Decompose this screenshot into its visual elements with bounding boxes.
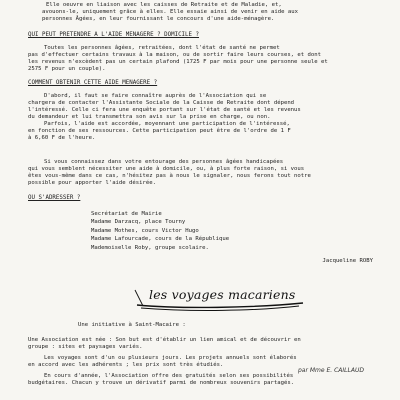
text-line: en fonction de ses ressources. Cette participation peut être de l'ordre de 1 F [28,128,291,134]
address-item: Madame Mothes, cours Victor Hugo [91,227,199,234]
section-heading-who: QUI PEUT PRETENDRE A L'AIDE MENAGERE ? DOMICILE ? [28,32,200,38]
section-heading-how: COMMENT OBTENIR CETTE AIDE MENAGERE ? [28,80,158,86]
voyages-paragraph-1 [28,337,390,351]
text-line: les revenus n'excèdent pas un certain plafond (1725 F par mois pour une personne seule et [28,59,328,65]
text-line: En cours d'année, l'Association offre des gratuités selon ses possibilités [44,373,294,379]
intro-paragraph [28,2,390,23]
voyages-title: les voyages macariens [149,287,296,302]
text-line: D'abord, il faut se faire connaître auprès de l'Association qui se [44,93,267,99]
text-line: pas d'effectuer certains travaux à la maison, ou de sortir faire leurs courses, et dont [28,52,321,58]
voyages-paragraph-3 [28,373,390,387]
text-line: budgétaires. Chacun y trouve un dérivatif parmi de nombreux souvenirs partagés. [28,380,295,386]
how-paragraph-1 [28,93,390,121]
text-line: chargera de contacter l'Assistante Sociale de la Caisse de Retraite dont dépend [28,100,295,106]
who-paragraph [28,45,390,73]
address-list [91,210,229,252]
text-line: à 6,60 F de l'heure. [28,135,96,141]
signature: Jacqueline ROBY [322,258,373,264]
text-line: du demandeur et lui transmettra son avis sur la prise en charge, ou non. [28,114,271,120]
section-heading-where: OU S'ADRESSER ? [28,195,81,201]
spacer [28,142,390,159]
text-line: qui vous semblent nécessiter une aide à domicile, ou, à plus forte raison, si vous [28,166,305,172]
text-line: l'intéressé. Celle ci fera une enquête portant sur l'état de santé et les revenus [28,107,301,113]
text-line: Les voyages sont d'un ou plusieurs jours. Les projets annuels sont élaborés [44,355,297,361]
text-line: Toutes les personnes âgées, retraitées, dont l'état de santé ne permet [44,45,280,51]
text-line: Parfois, l'aide est accordée, moyennant une participation de l'intéressé, [44,121,290,127]
voyages-banner [131,286,309,312]
text-line: Une Association est née : Son but est d'établir un lien amical et de découvrir en [28,337,301,343]
text-line: possible pour apporter l'aide désirée. [28,180,156,186]
voyages-byline: par Mme E. CAILLAUD [298,367,364,374]
initiative-line: Une initiative à Saint-Macaire : [78,322,186,328]
text-line: êtes vous-même dans ce cas, n'hésitez pas à nous le signaler, nous ferons tout notre [28,173,311,179]
address-block [28,210,390,276]
address-item: Secrétariat de Mairie [91,211,162,217]
text-line: personnes Âgées, en leur fournissant le concours d'une aide-ménagère. [42,16,275,22]
address-item: Mademoiselle Roby, groupe scolaire. [91,244,209,251]
text-line: groupe : sites et paysages variés. [28,344,143,350]
how-paragraph-3 [28,159,390,187]
address-item: Madame Darzacq, place Tourny [91,219,186,226]
text-line: Elle oeuvre en liaison avec les caisses de Retraite et de Maladie, et, [46,2,282,8]
address-item: Madame Lafourcade, cours de la République [91,236,230,243]
how-paragraph-2 [28,121,390,142]
text-line: 2575 F pour un couple). [28,66,106,72]
text-line: Si vous connaissez dans votre entourage des personnes âgées handicapées [44,159,284,165]
text-line: avouons-le, uniquement grâce à elles. Elle essaie ainsi de venir en aide aux [42,9,298,15]
text-line: en accord avec les adhérents ; les prix sont très étudiés. [28,362,224,368]
